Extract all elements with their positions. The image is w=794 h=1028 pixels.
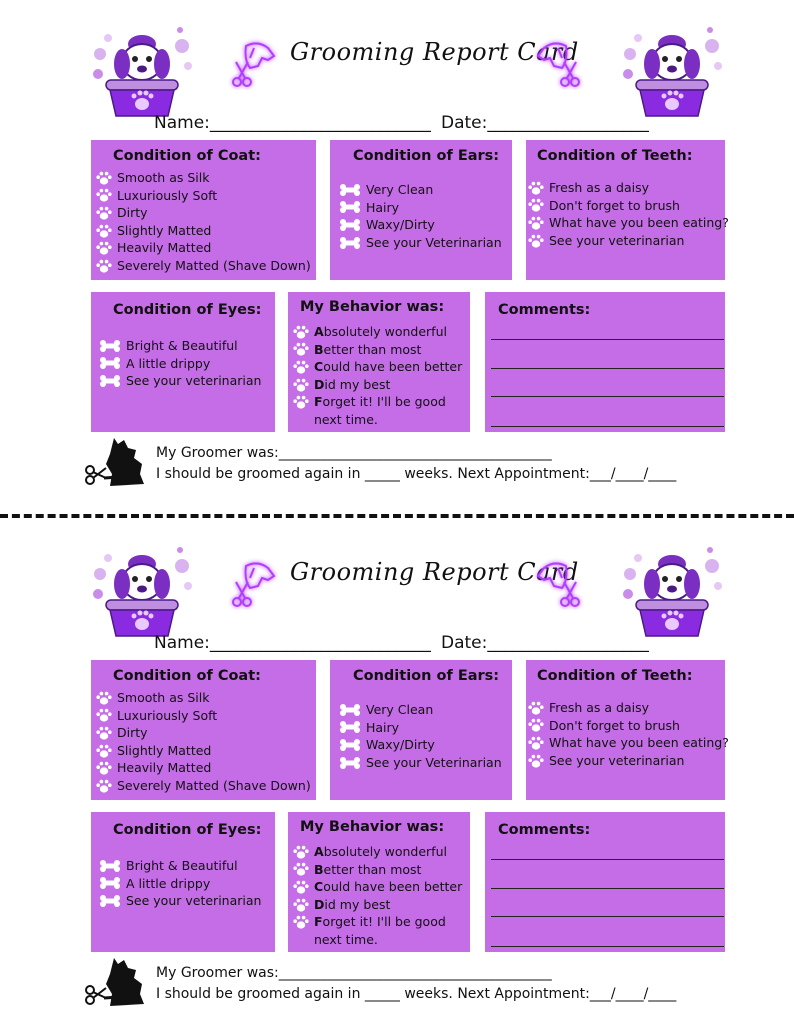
ears-option-label: See your Veterinarian (366, 754, 502, 770)
teeth-option-label: See your veterinarian (549, 752, 685, 768)
behavior-option-label: etter than most (323, 861, 422, 877)
paw-icon (95, 240, 113, 256)
bone-icon (98, 373, 122, 389)
behavior-option[interactable] (292, 341, 462, 359)
coat-option-label: Dirty (117, 725, 148, 741)
behavior-box (288, 812, 470, 952)
teeth-heading: Condition of Teeth: (537, 148, 693, 164)
teeth-option[interactable] (527, 717, 729, 735)
ears-option[interactable] (338, 216, 502, 234)
behavior-option-initial: D (314, 896, 325, 912)
behavior-option-initial: C (314, 879, 324, 895)
date-field[interactable]: Date:___________________ (441, 113, 649, 133)
date-field[interactable]: Date:___________________ (441, 633, 649, 653)
paw-icon (527, 180, 545, 196)
paw-icon (292, 861, 310, 877)
dog-in-tub-icon (620, 542, 724, 640)
coat-heading: Condition of Coat: (113, 668, 261, 684)
teeth-option[interactable] (527, 699, 729, 717)
behavior-option-initial: F (314, 394, 323, 410)
behavior-option-initial: A (314, 844, 324, 859)
eyes-option[interactable] (98, 355, 261, 373)
teeth-condition-box (526, 140, 729, 280)
ears-option[interactable] (338, 181, 502, 199)
paw-icon (292, 324, 310, 340)
paw-icon (95, 778, 113, 794)
paw-icon (95, 707, 113, 723)
bone-icon (338, 217, 362, 233)
behavior-option-initial: A (314, 324, 324, 339)
behavior-option-initial: F (314, 914, 323, 930)
name-field[interactable]: Name:__________________________ (154, 633, 431, 653)
neon-dog-scissors-icon (534, 558, 584, 610)
bone-icon (338, 702, 362, 718)
coat-option-label: Slightly Matted (117, 222, 212, 238)
paw-icon (95, 725, 113, 741)
report-card (0, 520, 794, 1020)
behavior-continuation-label: next time. (314, 931, 378, 947)
coat-option-label: Severely Matted (Shave Down) (117, 777, 311, 793)
coat-option[interactable] (95, 707, 311, 725)
bone-icon (98, 875, 122, 891)
cut-line-divider (0, 514, 794, 518)
teeth-option[interactable] (527, 197, 729, 215)
ears-option-label: See your Veterinarian (366, 234, 502, 250)
teeth-heading: Condition of Teeth: (537, 668, 693, 684)
paw-icon (95, 187, 113, 203)
bone-icon (338, 719, 362, 735)
paw-icon (527, 233, 545, 249)
coat-option-label: Slightly Matted (117, 742, 212, 758)
coat-option[interactable] (95, 689, 311, 707)
coat-option[interactable] (95, 187, 311, 205)
coat-condition-box (91, 140, 316, 280)
ears-option[interactable] (338, 736, 502, 754)
behavior-option-label: etter than most (323, 341, 422, 357)
comment-line[interactable] (491, 426, 724, 427)
behavior-option[interactable] (292, 878, 462, 896)
teeth-option-label: Don't forget to brush (549, 197, 680, 213)
eyes-condition-box (91, 292, 275, 432)
eyes-option-label: See your veterinarian (126, 373, 262, 389)
behavior-option-label: orget it! I'll be good (322, 394, 446, 410)
paw-icon (95, 760, 113, 776)
comment-line[interactable] (491, 946, 724, 947)
eyes-heading: Condition of Eyes: (113, 302, 262, 318)
teeth-option[interactable] (527, 214, 729, 232)
ears-option-label: Hairy (366, 199, 400, 215)
paw-icon (95, 205, 113, 221)
paw-icon (95, 690, 113, 706)
behavior-option[interactable] (292, 376, 462, 394)
eyes-option[interactable] (98, 892, 261, 910)
teeth-option[interactable] (527, 179, 729, 197)
ears-option-label: Waxy/Dirty (366, 737, 435, 753)
eyes-option[interactable] (98, 857, 261, 875)
coat-option-label: Heavily Matted (117, 760, 212, 776)
paw-icon (527, 753, 545, 769)
bone-icon (338, 755, 362, 771)
behavior-option-label: ould have been better (323, 879, 463, 895)
ears-condition-box (330, 660, 512, 800)
coat-option[interactable] (95, 222, 311, 240)
comment-line[interactable] (491, 916, 724, 917)
bone-icon (98, 893, 122, 909)
paw-icon (95, 258, 113, 274)
behavior-option-label: bsolutely wonderful (323, 324, 447, 339)
paw-icon (527, 700, 545, 716)
ears-condition-box (330, 140, 512, 280)
paw-icon (527, 215, 545, 231)
behavior-option-continuation (292, 931, 462, 949)
coat-option-label: Dirty (117, 205, 148, 221)
teeth-option-label: See your veterinarian (549, 232, 685, 248)
next-appointment-field[interactable]: I should be groomed again in _____ weeks. Next Appointment:___/____/____ (156, 986, 677, 1002)
behavior-option[interactable] (292, 861, 462, 879)
paw-icon (292, 879, 310, 895)
teeth-option-label: Fresh as a daisy (549, 700, 649, 715)
ears-option[interactable] (338, 234, 502, 252)
coat-heading: Condition of Coat: (113, 148, 261, 164)
teeth-option-label: What have you been eating? (549, 215, 729, 231)
coat-option[interactable] (95, 759, 311, 777)
behavior-continuation-label: next time. (314, 411, 378, 427)
coat-option[interactable] (95, 169, 311, 187)
behavior-option-label: orget it! I'll be good (322, 914, 446, 930)
teeth-option-label: What have you been eating? (549, 735, 729, 751)
bone-icon (338, 737, 362, 753)
teeth-option-label: Fresh as a daisy (549, 180, 649, 195)
paw-icon (292, 897, 310, 913)
eyes-option-label: A little drippy (126, 875, 211, 891)
comment-line[interactable] (491, 859, 724, 860)
dog-silhouette-scissors-icon (84, 954, 150, 1010)
eyes-option-label: Bright & Beautiful (126, 338, 238, 353)
eyes-option[interactable] (98, 337, 261, 355)
ears-option-label: Waxy/Dirty (366, 217, 435, 233)
bone-icon (98, 858, 122, 874)
teeth-condition-box (526, 660, 729, 800)
behavior-option-label: id my best (324, 376, 391, 392)
comments-heading: Comments: (498, 302, 591, 318)
coat-option[interactable] (95, 257, 311, 275)
paw-icon (95, 743, 113, 759)
page-title: Grooming Report Card (290, 558, 579, 586)
paw-icon (95, 223, 113, 239)
bone-icon (98, 355, 122, 371)
coat-option[interactable] (95, 724, 311, 742)
coat-option[interactable] (95, 204, 311, 222)
coat-option-label: Smooth as Silk (117, 690, 210, 705)
coat-option-label: Severely Matted (Shave Down) (117, 257, 311, 273)
bone-icon (98, 338, 122, 354)
teeth-option[interactable] (527, 232, 729, 250)
behavior-option-initial: D (314, 376, 325, 392)
behavior-option-label: bsolutely wonderful (323, 844, 447, 859)
neon-dog-scissors-icon (534, 38, 584, 90)
ears-heading: Condition of Ears: (353, 148, 500, 164)
groomer-name-field[interactable]: My Groomer was:_______________________________________ (156, 445, 552, 461)
ears-option[interactable] (338, 754, 502, 772)
coat-option-label: Luxuriously Soft (117, 707, 218, 723)
ears-option[interactable] (338, 701, 502, 719)
behavior-option[interactable] (292, 843, 462, 861)
paw-icon (292, 359, 310, 375)
coat-option-label: Smooth as Silk (117, 170, 210, 185)
groomer-name-field[interactable]: My Groomer was:_______________________________________ (156, 965, 552, 981)
neon-dog-scissors-icon (228, 38, 278, 90)
behavior-option-continuation (292, 411, 462, 429)
teeth-option-label: Don't forget to brush (549, 717, 680, 733)
behavior-heading: My Behavior was: (300, 299, 445, 315)
dog-in-tub-icon (90, 22, 194, 120)
dog-in-tub-icon (620, 22, 724, 120)
behavior-option-label: ould have been better (323, 359, 463, 375)
ears-option-label: Very Clean (366, 702, 434, 717)
paw-icon (527, 717, 545, 733)
behavior-option-initial: B (314, 341, 324, 357)
neon-dog-scissors-icon (228, 558, 278, 610)
name-field[interactable]: Name:__________________________ (154, 113, 431, 133)
coat-condition-box (91, 660, 316, 800)
paw-icon (292, 844, 310, 860)
paw-icon (292, 914, 310, 930)
behavior-option[interactable] (292, 358, 462, 376)
eyes-option[interactable] (98, 875, 261, 893)
coat-option-label: Luxuriously Soft (117, 187, 218, 203)
comment-line[interactable] (491, 339, 724, 340)
eyes-option[interactable] (98, 372, 261, 390)
paw-icon (292, 394, 310, 410)
eyes-option-label: A little drippy (126, 355, 211, 371)
behavior-option-label: id my best (324, 896, 391, 912)
ears-option-label: Hairy (366, 719, 400, 735)
behavior-option-initial: C (314, 359, 324, 375)
behavior-option[interactable] (292, 896, 462, 914)
bone-icon (338, 182, 362, 198)
dog-in-tub-icon (90, 542, 194, 640)
report-card (0, 0, 794, 500)
behavior-heading: My Behavior was: (300, 819, 445, 835)
paw-icon (527, 735, 545, 751)
dog-silhouette-scissors-icon (84, 434, 150, 490)
comments-box[interactable] (485, 812, 725, 952)
paw-icon (292, 341, 310, 357)
eyes-option-label: See your veterinarian (126, 893, 262, 909)
behavior-option[interactable] (292, 393, 462, 411)
bone-icon (338, 199, 362, 215)
paw-icon (292, 377, 310, 393)
comments-heading: Comments: (498, 822, 591, 838)
comment-line[interactable] (491, 888, 724, 889)
eyes-option-label: Bright & Beautiful (126, 858, 238, 873)
ears-option-label: Very Clean (366, 182, 434, 197)
bone-icon (338, 235, 362, 251)
comment-line[interactable] (491, 396, 724, 397)
behavior-option[interactable] (292, 323, 462, 341)
paw-icon (527, 197, 545, 213)
ears-heading: Condition of Ears: (353, 668, 500, 684)
coat-option-label: Heavily Matted (117, 240, 212, 256)
comment-line[interactable] (491, 368, 724, 369)
eyes-heading: Condition of Eyes: (113, 822, 262, 838)
teeth-option[interactable] (527, 752, 729, 770)
coat-option[interactable] (95, 777, 311, 795)
behavior-option[interactable] (292, 913, 462, 931)
coat-option[interactable] (95, 239, 311, 257)
ears-option[interactable] (338, 719, 502, 737)
page-title: Grooming Report Card (290, 38, 579, 66)
paw-icon (95, 170, 113, 186)
comments-box[interactable] (485, 292, 725, 432)
next-appointment-field[interactable]: I should be groomed again in _____ weeks. Next Appointment:___/____/____ (156, 466, 677, 482)
behavior-box (288, 292, 470, 432)
ears-option[interactable] (338, 199, 502, 217)
eyes-condition-box (91, 812, 275, 952)
teeth-option[interactable] (527, 734, 729, 752)
behavior-option-initial: B (314, 861, 324, 877)
coat-option[interactable] (95, 742, 311, 760)
